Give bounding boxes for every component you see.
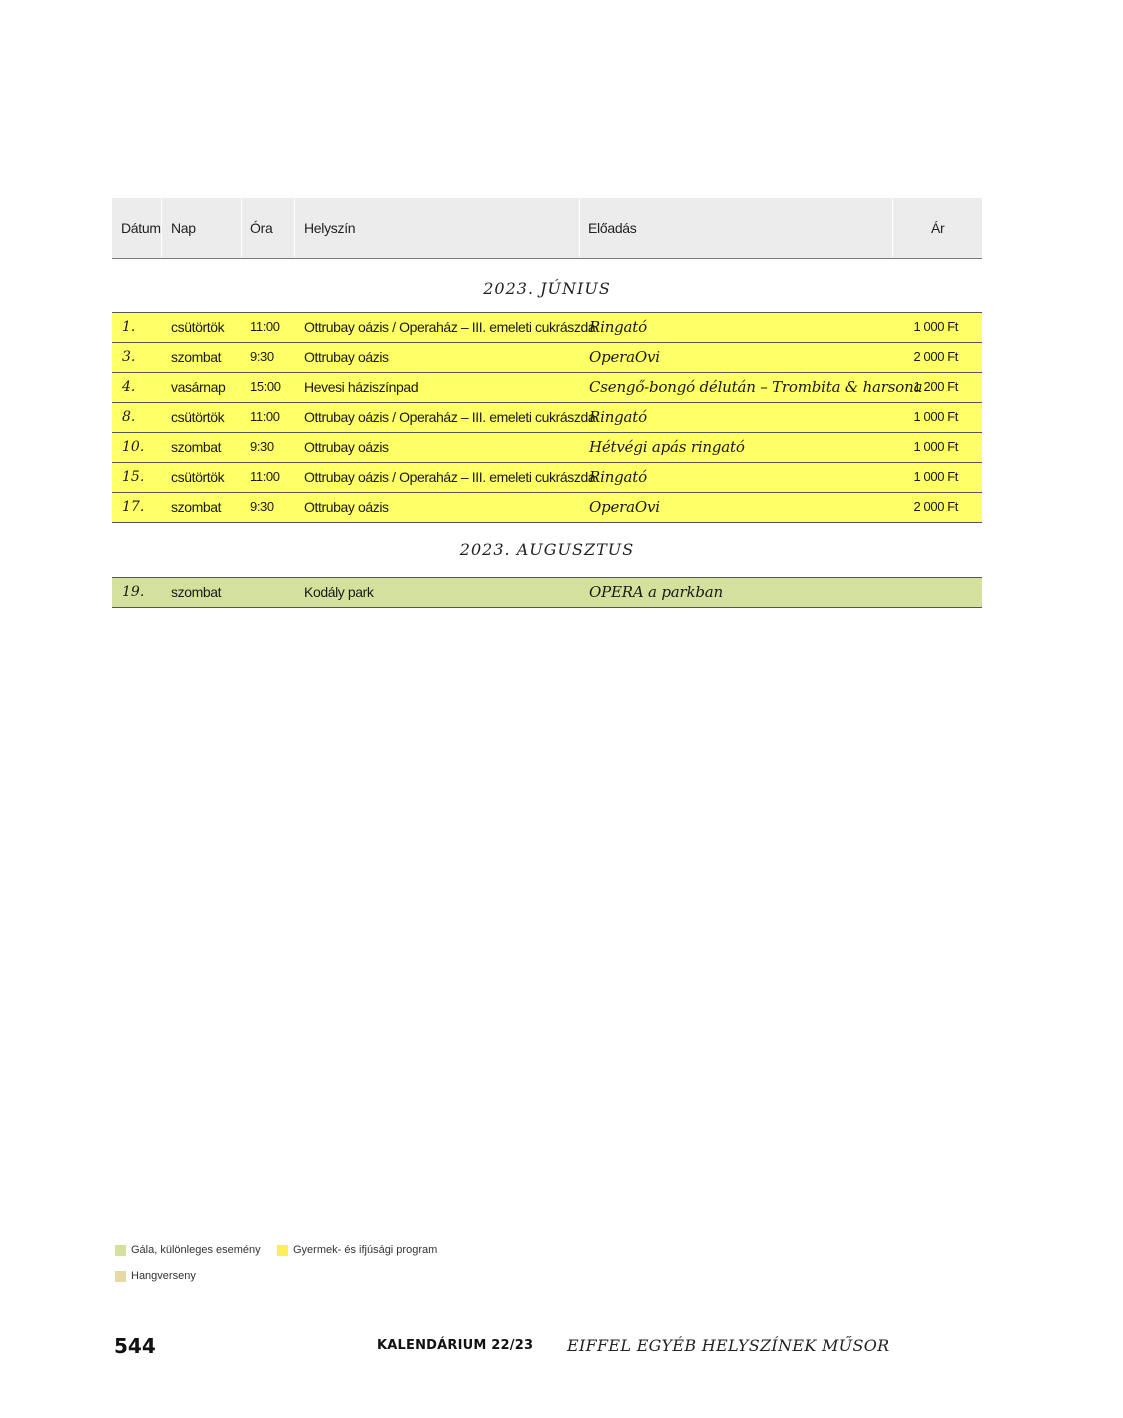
legend-label-gala: Gála, különleges esemény <box>131 1244 261 1256</box>
month-title-august: 2023. AUGUSZTUS <box>459 540 635 559</box>
row-date: 10. <box>122 439 145 455</box>
june-rows <box>112 312 982 523</box>
header-time: Óra <box>250 220 273 236</box>
table-row <box>112 403 982 433</box>
row-price: 1 000 Ft <box>913 439 958 454</box>
row-venue: Ottrubay oázis <box>304 499 389 515</box>
page-footer <box>0 1334 1123 1360</box>
row-date: 17. <box>122 499 145 515</box>
table-row <box>112 577 982 608</box>
row-venue: Kodály park <box>304 584 374 600</box>
row-time: 11:00 <box>250 409 280 424</box>
legend-item-gala <box>115 1244 261 1256</box>
row-time: 9:30 <box>250 499 274 514</box>
row-price: 1 000 Ft <box>913 469 958 484</box>
row-price: 2 000 Ft <box>913 349 958 364</box>
row-price: 1 200 Ft <box>913 379 958 394</box>
row-day: csütörtök <box>171 319 225 335</box>
row-date: 1. <box>122 319 136 335</box>
row-day: szombat <box>171 499 222 515</box>
section-title: EIFFEL EGYÉB HELYSZÍNEK MŰSOR <box>567 1336 890 1355</box>
row-performance: OperaOvi <box>589 348 660 366</box>
row-price: 2 000 Ft <box>913 499 958 514</box>
row-venue: Ottrubay oázis / Operaház – III. emeleti cukrászda <box>304 409 596 425</box>
row-venue: Ottrubay oázis <box>304 349 389 365</box>
table-row <box>112 493 982 523</box>
table-row <box>112 463 982 493</box>
row-performance: Ringató <box>589 468 647 486</box>
row-venue: Hevesi háziszínpad <box>304 379 419 395</box>
row-date: 3. <box>122 349 136 365</box>
header-day: Nap <box>171 220 196 236</box>
legend-swatch-gala <box>115 1245 126 1256</box>
table-row <box>112 343 982 373</box>
row-performance: OperaOvi <box>589 498 660 516</box>
legend-label-concert: Hangverseny <box>131 1270 196 1282</box>
legend-label-kids: Gyermek- és ifjúsági program <box>293 1244 438 1256</box>
row-day: szombat <box>171 349 222 365</box>
row-time: 9:30 <box>250 349 274 364</box>
row-venue: Ottrubay oázis / Operaház – III. emeleti cukrászda <box>304 469 596 485</box>
row-date: 4. <box>122 379 136 395</box>
row-time: 9:30 <box>250 439 274 454</box>
row-day: csütörtök <box>171 409 225 425</box>
row-day: csütörtök <box>171 469 225 485</box>
table-row <box>112 373 982 403</box>
august-rows <box>112 577 982 608</box>
row-performance: Hétvégi apás ringató <box>589 438 745 456</box>
row-day: szombat <box>171 439 222 455</box>
program-table <box>112 198 982 608</box>
row-performance: Ringató <box>589 318 647 336</box>
row-price: 1 000 Ft <box>913 409 958 424</box>
row-time: 11:00 <box>250 319 280 334</box>
row-day: szombat <box>171 584 222 600</box>
row-performance: OPERA a parkban <box>589 583 723 601</box>
table-row <box>112 433 982 463</box>
row-day: vasárnap <box>171 379 226 395</box>
row-date: 19. <box>122 584 145 600</box>
legend-swatch-kids <box>277 1245 288 1256</box>
row-date: 15. <box>122 469 145 485</box>
header-venue: Helyszín <box>304 220 356 236</box>
publication-title: KALENDÁRIUM 22/23 <box>377 1338 534 1353</box>
legend-item-concert <box>115 1270 196 1282</box>
row-date: 8. <box>122 409 136 425</box>
page-number: 544 <box>114 1334 156 1358</box>
row-time: 15:00 <box>250 379 281 394</box>
table-row <box>112 312 982 343</box>
header-date: Dátum <box>121 220 161 236</box>
row-time: 11:00 <box>250 469 280 484</box>
row-performance: Ringató <box>589 408 647 426</box>
legend-swatch-concert <box>115 1271 126 1282</box>
row-performance: Csengő-bongó délután – Trombita & harsona <box>589 378 923 396</box>
legend-item-kids <box>277 1244 437 1256</box>
row-venue: Ottrubay oázis / Operaház – III. emeleti cukrászda <box>304 319 596 335</box>
header-price: Ár <box>931 220 945 236</box>
table-header <box>112 198 982 259</box>
header-performance: Előadás <box>588 220 637 236</box>
row-price: 1 000 Ft <box>913 319 958 334</box>
row-venue: Ottrubay oázis <box>304 439 389 455</box>
month-title-june: 2023. JÚNIUS <box>483 279 611 298</box>
